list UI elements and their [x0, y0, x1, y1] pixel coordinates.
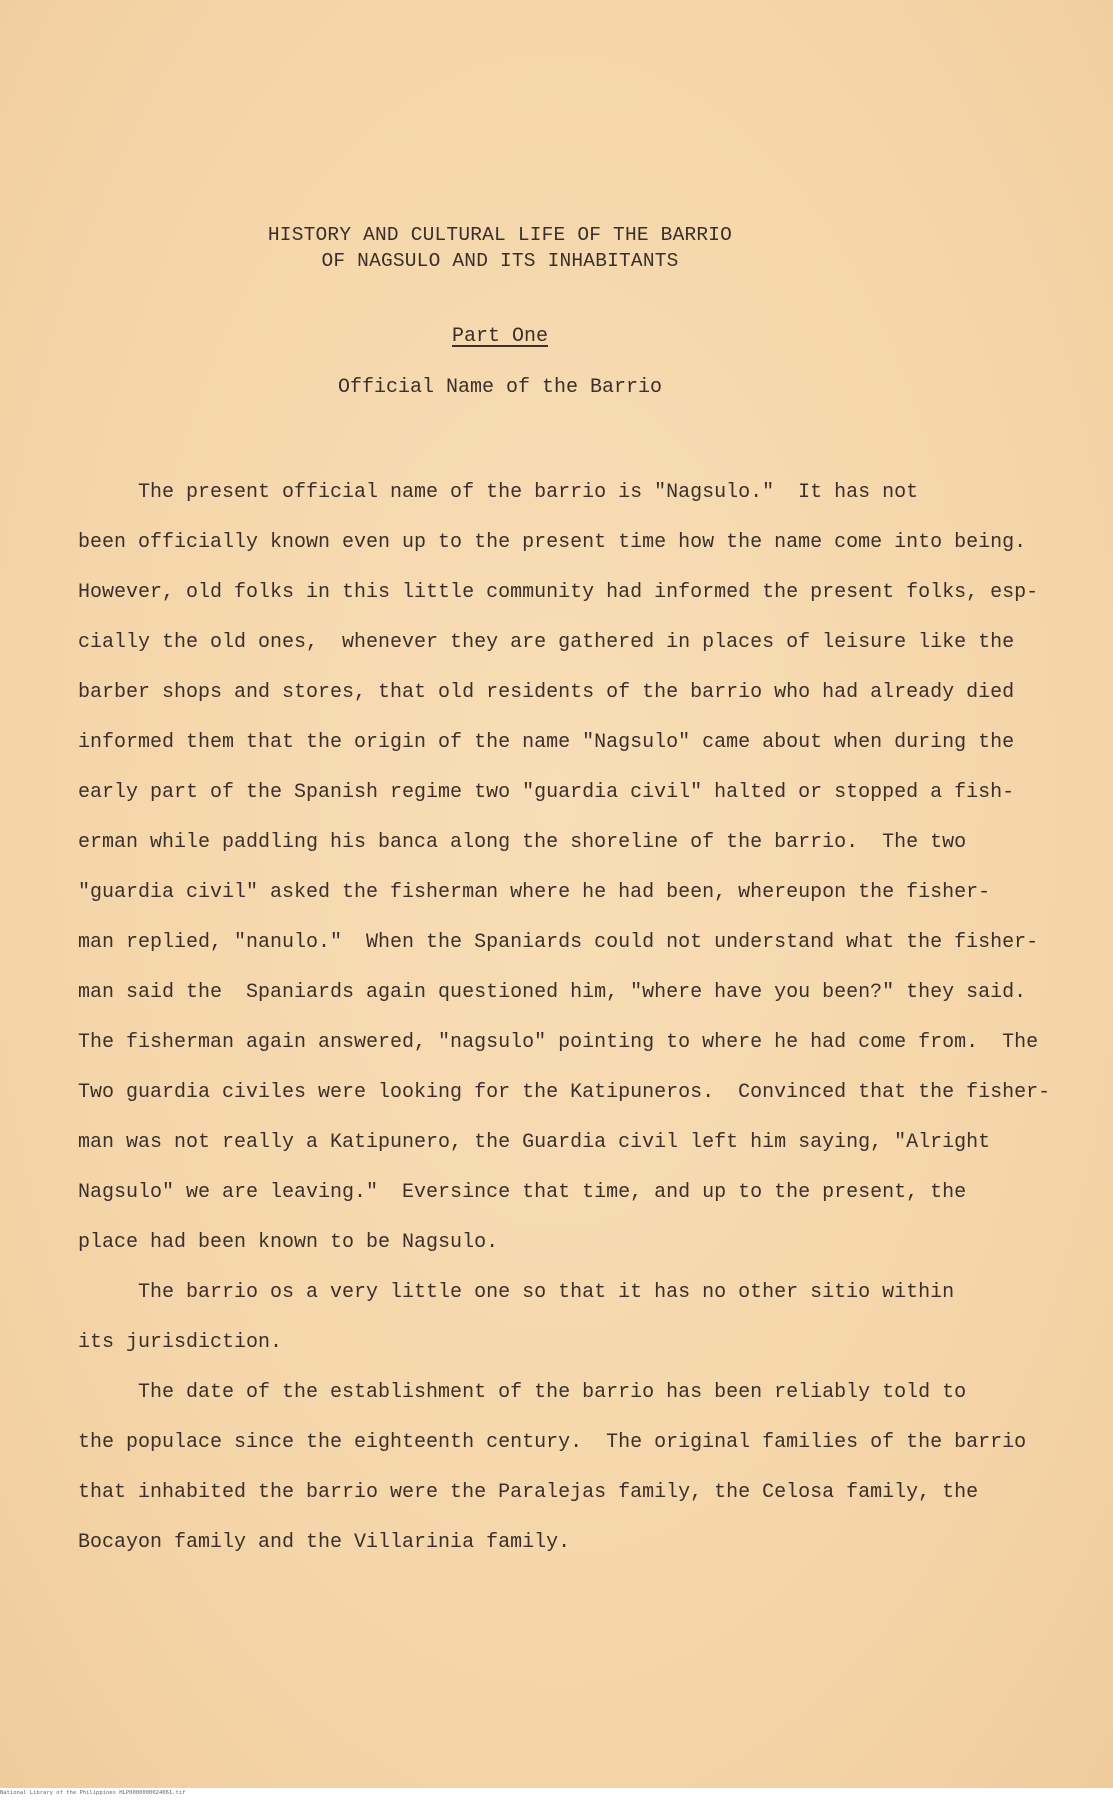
paragraph-official-name	[78, 468, 1050, 1268]
text-line: place had been known to be Nagsulo.	[78, 1231, 499, 1254]
text-line: early part of the Spanish regime two "guardia civil" halted or stopped a fish-	[78, 781, 1015, 804]
text-line: Bocayon family and the Villarinia family.	[78, 1531, 571, 1554]
text-line: cially the old ones, whenever they are gathered in places of leisure like the	[78, 631, 1015, 654]
text-line: man was not really a Katipunero, the Guardia civil left him saying, "Alright	[78, 1131, 991, 1154]
text-line: informed them that the origin of the name "Nagsulo" came about when during the	[78, 731, 1015, 754]
text-line: The fisherman again answered, "nagsulo" pointing to where he had come from. The	[78, 1031, 1039, 1054]
section-heading: Official Name of the Barrio	[337, 376, 663, 399]
text-line: that inhabited the barrio were the Paralejas family, the Celosa family, the	[78, 1481, 979, 1504]
text-line: the populace since the eighteenth century. The original families of the barrio	[78, 1431, 1027, 1454]
text-line: barber shops and stores, that old residents of the barrio who had already died	[78, 681, 1015, 704]
text-line: been officially known even up to the present time how the name come into being.	[78, 531, 1027, 554]
text-line: Nagsulo" we are leaving." Eversince that time, and up to the present, the	[78, 1181, 967, 1204]
document-title	[0, 222, 1000, 274]
text-line: man said the Spaniards again questioned him, "where have you been?" they said.	[78, 981, 1027, 1004]
text-line: However, old folks in this little community had informed the present folks, esp-	[78, 581, 1039, 604]
text-line: The barrio os a very little one so that it has no other sitio within	[78, 1281, 955, 1304]
text-line: "guardia civil" asked the fisherman where he had been, whereupon the fisher-	[78, 881, 991, 904]
paragraph-sitio	[78, 1268, 954, 1368]
text-line: man replied, "nanulo." When the Spaniards could not understand what the fisher-	[78, 931, 1039, 954]
text-line: The present official name of the barrio is "Nagsulo." It has not	[78, 481, 919, 504]
text-line: its jurisdiction.	[78, 1331, 283, 1354]
part-heading: Part One	[451, 325, 548, 348]
text-line: Two guardia civiles were looking for the Katipuneros. Convinced that the fisher-	[78, 1081, 1051, 1104]
text-line: erman while paddling his banca along the shoreline of the barrio. The two	[78, 831, 967, 854]
title-line-1: HISTORY AND CULTURAL LIFE OF THE BARRIO	[267, 224, 733, 246]
scan-footer: National Library of the Philippines HLP0000000024061.tif	[0, 1790, 186, 1796]
paragraph-establishment	[78, 1368, 1026, 1568]
title-line-2: OF NAGSULO AND ITS INHABITANTS	[321, 250, 679, 272]
text-line: The date of the establishment of the barrio has been reliably told to	[78, 1381, 967, 1404]
